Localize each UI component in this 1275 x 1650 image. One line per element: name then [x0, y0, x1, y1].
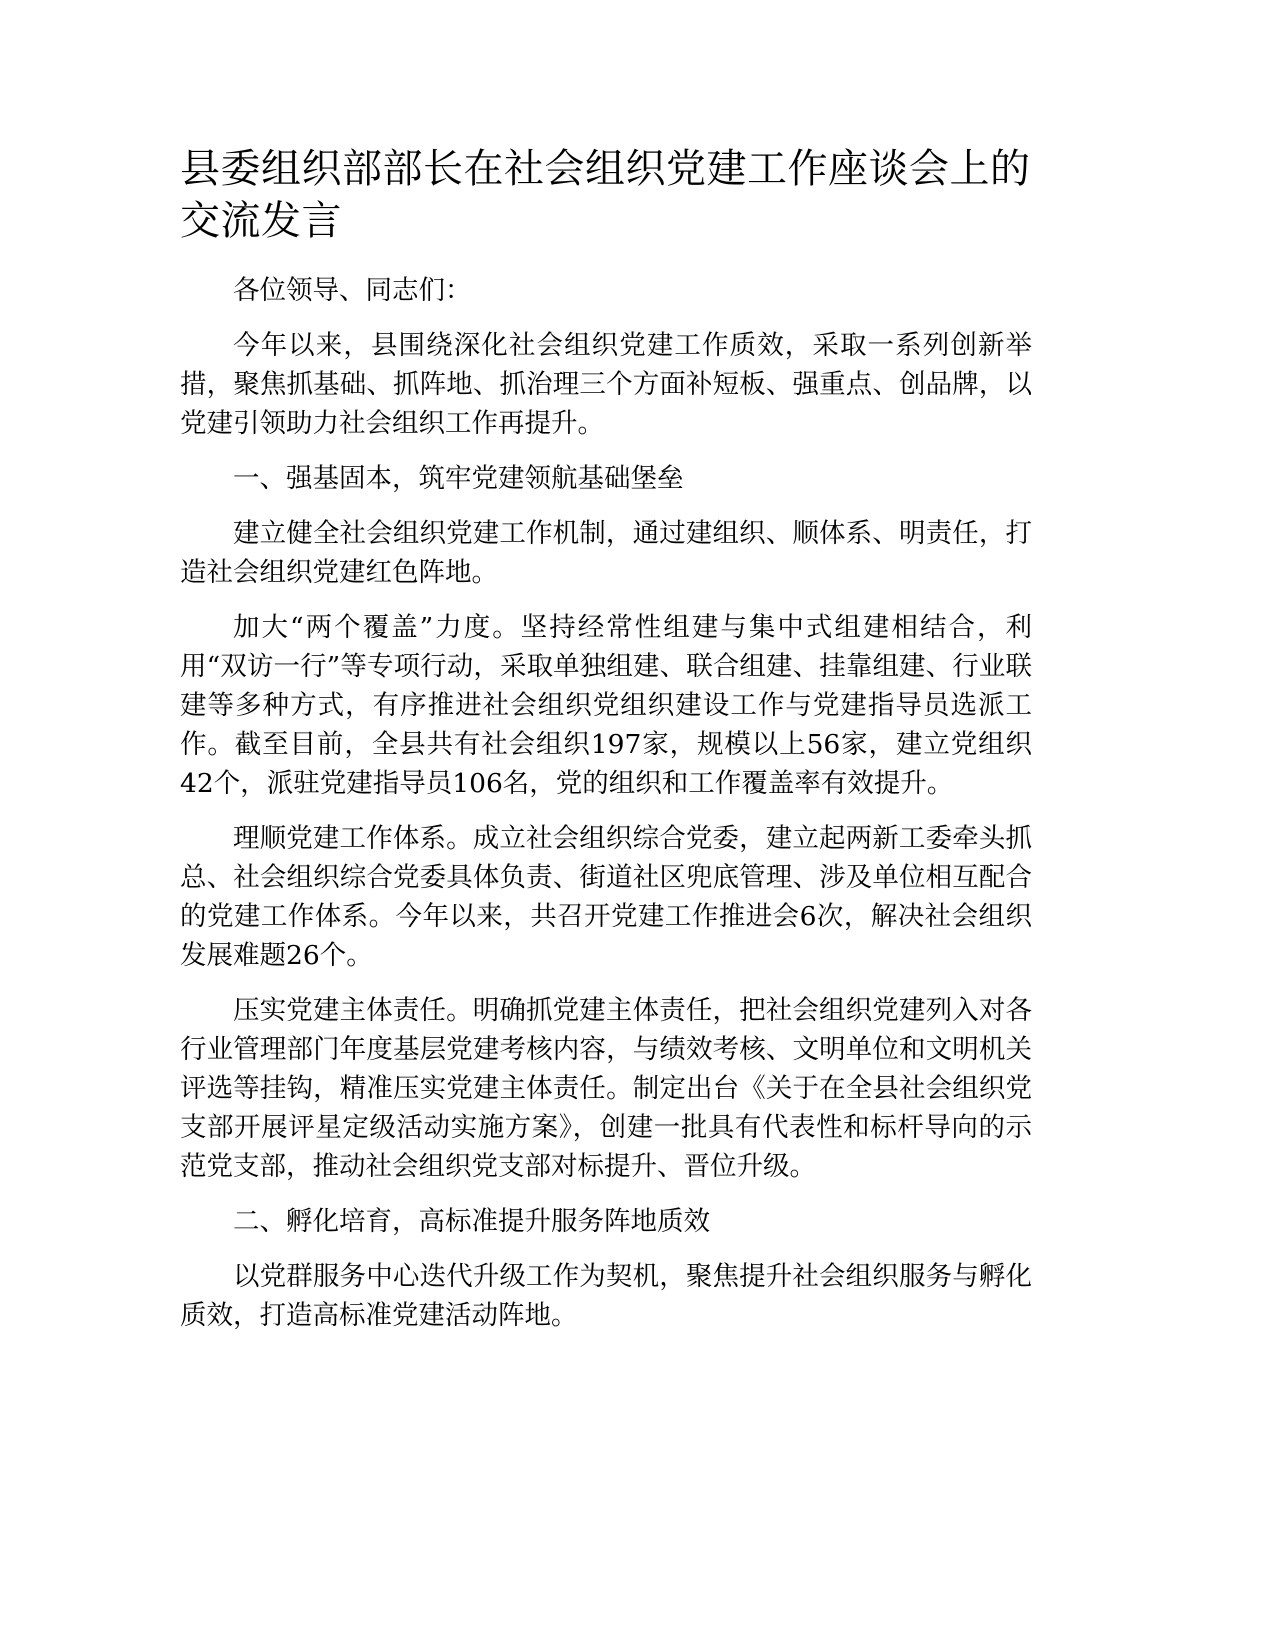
body-paragraph: 建立健全社会组织党建工作机制，通过建组织、顺体系、明责任，打造社会组织党建红色阵地。: [180, 518, 1032, 588]
body-paragraph: 理顺党建工作体系。成立社会组织综合党委，建立起两新工委牵头抓总、社会组织综合党委具体负责、街道社区兜底管理、涉及单位相互配合的党建工作体系。今年以来，共召开党建工作推进会6次，解决社会组织发展难题26个。: [180, 823, 1032, 971]
section-heading-1: 一、强基固本，筑牢党建领航基础堡垒: [233, 463, 684, 494]
section-heading-2: 二、孵化培育，高标准提升服务阵地质效: [233, 1206, 710, 1237]
intro-paragraph: 今年以来，县围绕深化社会组织党建工作质效，采取一系列创新举措，聚焦抓基础、抓阵地、抓治理三个方面补短板、强重点、创品牌，以党建引领助力社会组织工作再提升。: [180, 330, 1032, 439]
body-paragraph: 以党群服务中心迭代升级工作为契机，聚焦提升社会组织服务与孵化质效，打造高标准党建活动阵地。: [180, 1261, 1032, 1331]
document-page: [180, 143, 1032, 1351]
document-title: 县委组织部部长在社会组织党建工作座谈会上的交流发言: [180, 146, 1031, 244]
body-paragraph: 加大“两个覆盖”力度。坚持经常性组建与集中式组建相结合，利用“双访一行”等专项行动，采取单独组建、联合组建、挂靠组建、行业联建等多种方式，有序推进社会组织党组织建设工作与党建指导员选派工作。截至目前，全县共有社会组织197家，规模以上56家，建立党组织42个，派驻党建指导员106名，党的组织和工作覆盖率有效提升。: [180, 612, 1032, 799]
body-paragraph: 压实党建主体责任。明确抓党建主体责任，把社会组织党建列入对各行业管理部门年度基层党建考核内容，与绩效考核、文明单位和文明机关评选等挂钩，精准压实党建主体责任。制定出台《关于在全县社会组织党支部开展评星定级活动实施方案》，创建一批具有代表性和标杆导向的示范党支部，推动社会组织党支部对标提升、晋位升级。: [180, 995, 1032, 1182]
salutation: 各位领导、同志们：: [233, 275, 472, 306]
